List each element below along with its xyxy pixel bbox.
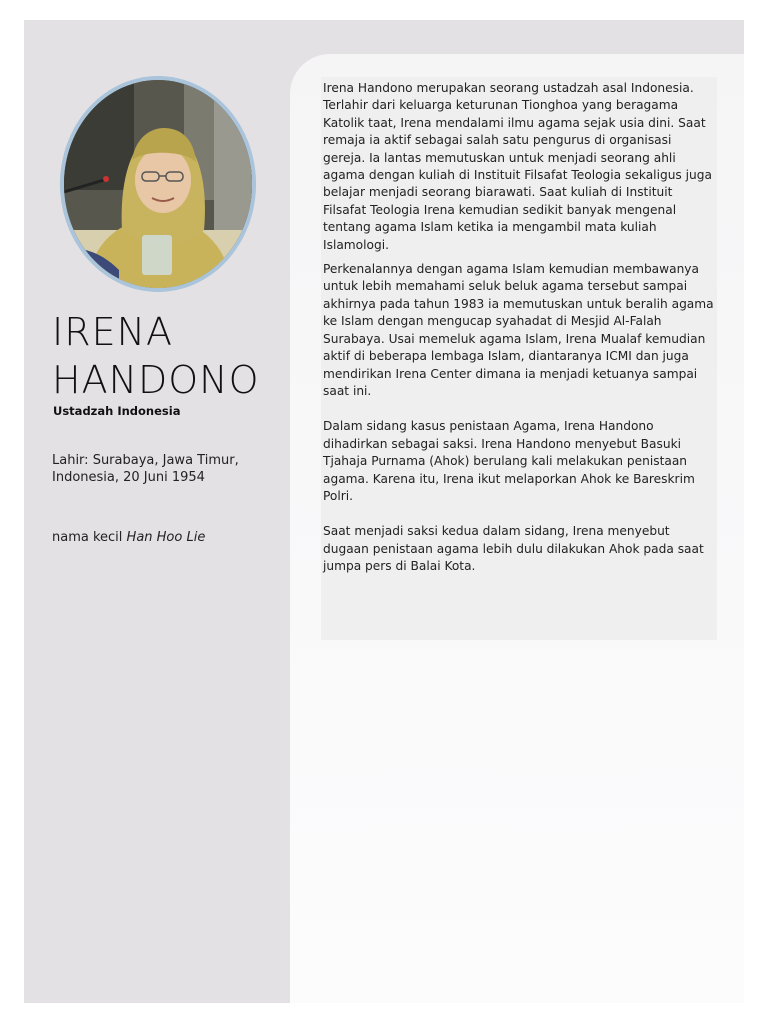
birth-info: Lahir: Surabaya, Jawa Timur, Indonesia, 20 Juni 1954 (52, 453, 239, 485)
bio-paragraph: Dalam sidang kasus penistaan Agama, Irena Handono dihadirkan sebagai saksi. Irena Handono menyebut Basuki Tjahaja Purnama (Ahok) berulang kali melakukan penistaan agama. Karena itu, Irena ikut melaporkan Ahok ke Bareskrim Polri. (323, 419, 695, 503)
bio-paragraph: Perkenalannya dengan agama Islam kemudian membawanya untuk lebih memahami seluk beluk agama tersebut sampai akhirnya pada tahun 1983 ia memutuskan untuk beralih agama ke Islam dengan mengucap syahadat di Mesjid Al-Falah Surabaya. Usai memeluk agama Islam, Irena Mualaf kemudian aktif di beberapa lembaga Islam, diantaranya ICMI dan juga mendirikan Irena Center dimana ia menjadi ketuanya sampai saat ini. (323, 262, 714, 398)
name-second-line: HANDONO (52, 358, 260, 402)
bio-paragraph: Saat menjadi saksi kedua dalam sidang, Irena menyebut dugaan penistaan agama lebih dulu dilakukan Ahok pada saat jumpa pers di Balai Kota. (323, 524, 704, 574)
bio-paragraph: Irena Handono merupakan seorang ustadzah asal Indonesia. Terlahir dari keluarga keturunan Tionghoa yang beragama Katolik taat, Irena mendalami ilmu agama sejak usia dini. Saat remaja ia aktif sebagai salah satu pengurus di organisasi gereja. Ia lantas memutuskan untuk menjadi seorang ahli agama dengan kuliah di Instituit Filsafat Teologia sekaligus juga belajar menjadi seorang biarawati. Saat kuliah di Instituit Filsafat Teologia Irena kemudian sedikit banyak mengenal tentang agama Islam ketika ia mengambil mata kuliah Islamologi. (323, 81, 712, 252)
nickname-value: Han Hoo Lie (126, 530, 206, 545)
portrait-photo (64, 80, 252, 288)
person-name (52, 308, 282, 404)
name-first-line: IRENA (52, 310, 174, 354)
nickname-info (52, 530, 205, 545)
person-role: Ustadzah Indonesia (53, 404, 181, 418)
nickname-prefix: nama kecil (52, 530, 127, 545)
biography (323, 80, 717, 583)
